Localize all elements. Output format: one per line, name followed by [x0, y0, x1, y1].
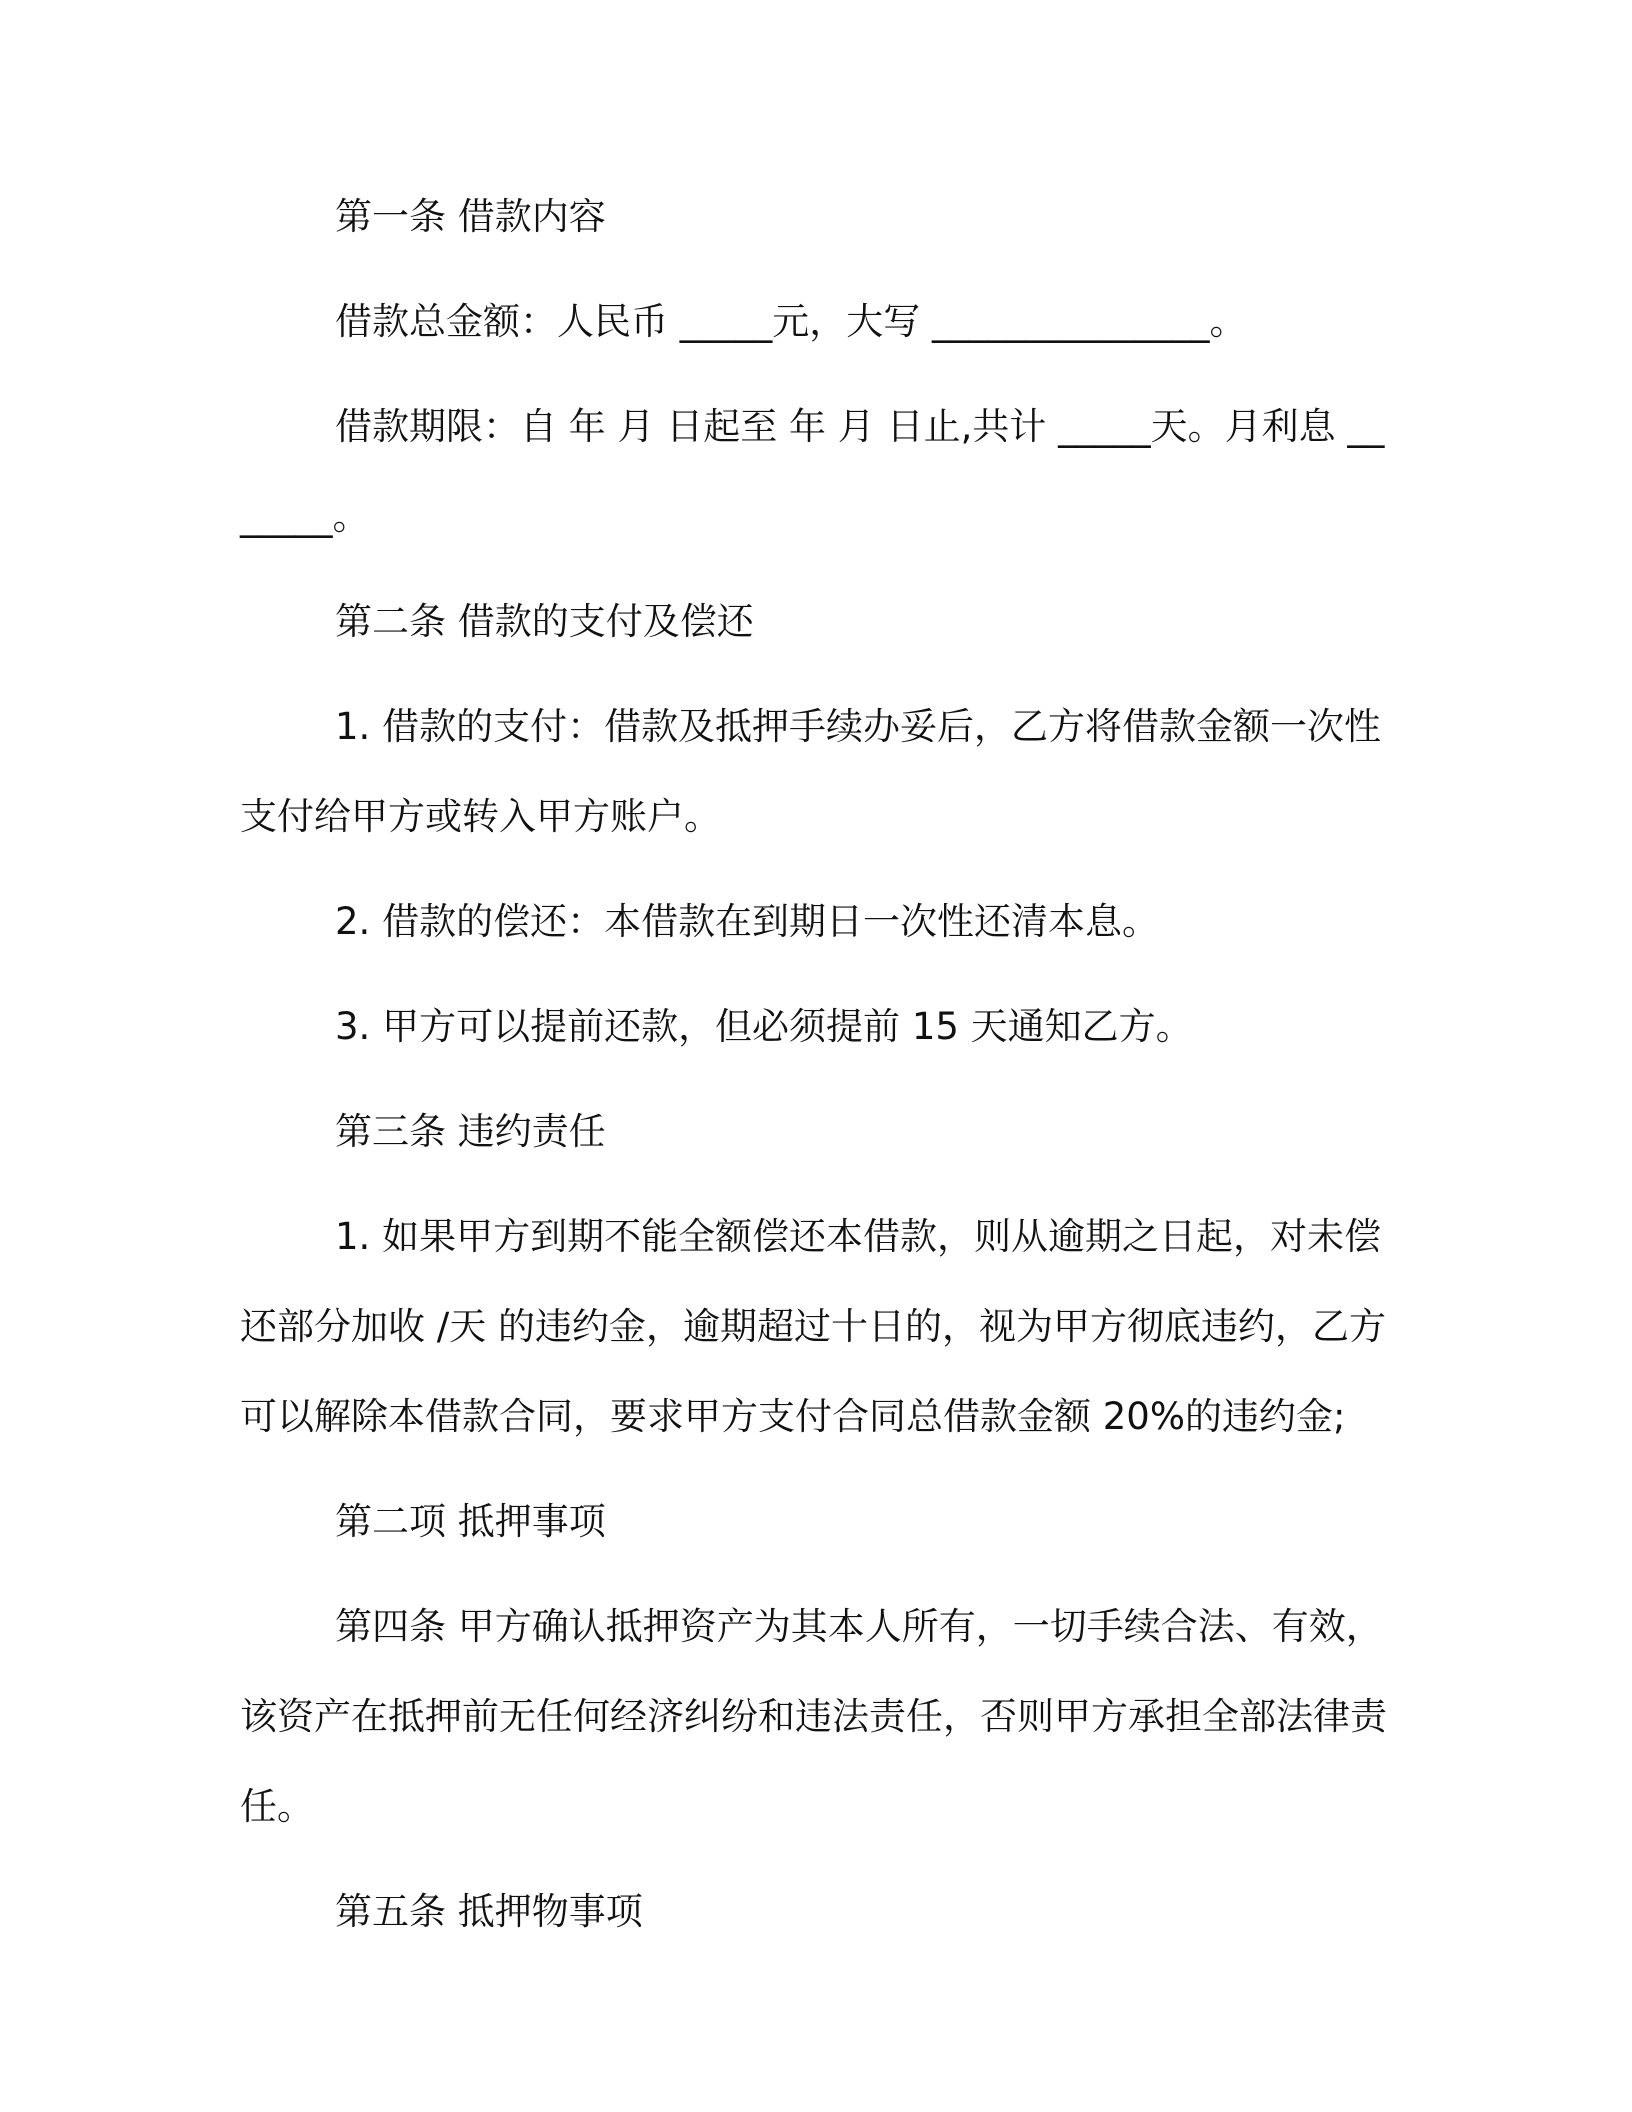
early-repayment-clause: 3. 甲方可以提前还款，但必须提前 15 天通知乙方。: [335, 1005, 1193, 1048]
loan-term-line: 借款期限：自 年 月 日起至 年 月 日止,共计 _____天。月利息 _______。: [240, 405, 1385, 538]
article-5-heading: 第五条 抵押物事项: [335, 1890, 643, 1933]
breach-clause: 1. 如果甲方到期不能全额偿还本借款，则从逾期之日起，对未偿还部分加收 /天 的违约金，逾期超过十日的，视为甲方彻底违约，乙方可以解除本借款合同，要求甲方支付合同总借款金额 20%的违约金;: [240, 1215, 1386, 1438]
section-2-heading: 第二项 抵押事项: [335, 1500, 606, 1543]
document-body: [240, 172, 1390, 1957]
article-3-heading: 第三条 违约责任: [335, 1110, 606, 1153]
loan-amount-line: 借款总金额：人民币 _____元，大写 _______________。: [335, 300, 1247, 343]
article-4-paragraph: 第四条 甲方确认抵押资产为其本人所有，一切手续合法、有效，该资产在抵押前无任何经济纠纷和违法责任，否则甲方承担全部法律责任。: [240, 1605, 1387, 1828]
article-1-heading: 第一条 借款内容: [335, 195, 606, 238]
article-2-heading: 第二条 借款的支付及偿还: [335, 600, 754, 643]
repayment-clause: 2. 借款的偿还：本借款在到期日一次性还清本息。: [335, 900, 1160, 943]
payment-clause: 1. 借款的支付：借款及抵押手续办妥后，乙方将借款金额一次性支付给甲方或转入甲方账户。: [240, 705, 1382, 838]
